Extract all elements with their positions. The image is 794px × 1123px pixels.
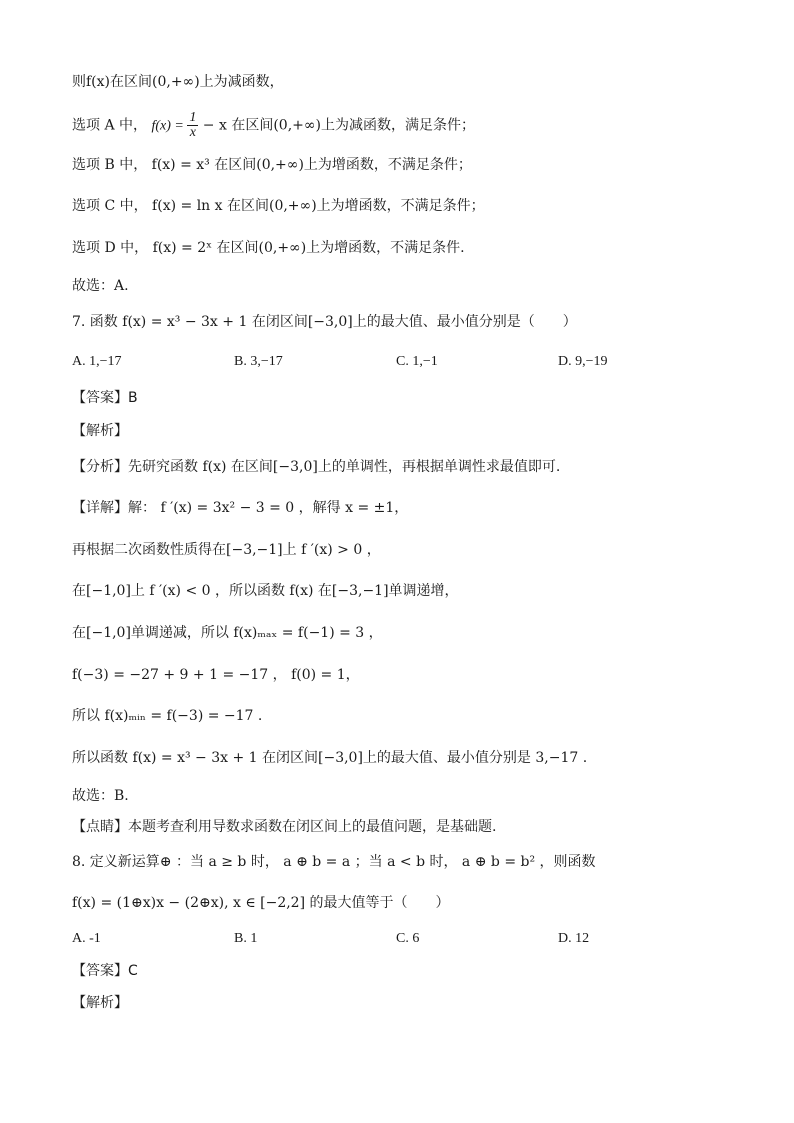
q7-step: 所以函数 f(x) = x³ − 3x + 1 在闭区间[−3,0]上的最大值、最小值分别是 3,−17 . — [72, 750, 588, 766]
q8-option-d: D. 12 — [558, 931, 590, 946]
fraction — [187, 111, 198, 140]
text-line: 选项 D 中， f(x) = 2ˣ 在区间(0,+∞)上为增函数，不满足条件. — [72, 240, 465, 256]
text-segment: 选项 A 中， — [72, 117, 148, 134]
q8-option-b: B. 1 — [234, 931, 258, 946]
q7-step: 在[−1,0]单调递减，所以 f(x)ₘₐₓ = f(−1) = 3 ， — [72, 625, 383, 641]
q7-step: 在[−1,0]上 f ′(x) < 0 ，所以函数 f(x) 在[−3,−1]单调递增， — [72, 583, 459, 599]
q8-option-a: A. -1 — [72, 931, 101, 946]
q7-option-c: C. 1,−1 — [396, 354, 438, 369]
fraction-denominator: x — [189, 125, 196, 140]
q7-analysis-heading: 【解析】 — [72, 423, 128, 439]
q7-step: 所以 f(x)ₘᵢₙ = f(−3) = −17 . — [72, 708, 263, 724]
question-8-stem: 8. 定义新运算⊕ ：当 a ≥ b 时， a ⊕ b = a ；当 a < b 时， a ⊕ b = b² ，则函数 — [72, 854, 596, 870]
q7-detail: 【详解】解： f ′(x) = 3x² − 3 = 0 ，解得 x = ±1， — [72, 500, 409, 516]
question-8-stem-cont: f(x) = (1⊕x)x − (2⊕x), x ∈ [−2,2] 的最大值等于（ ） — [72, 895, 450, 911]
math-segment: f(x) = — [151, 118, 188, 134]
q8-analysis-heading: 【解析】 — [72, 995, 128, 1011]
text-line: 选项 C 中， f(x) = ln x 在区间(0,+∞)上为增函数，不满足条件； — [72, 198, 485, 214]
text-line: 选项 B 中， f(x) = x³ 在区间(0,+∞)上为增函数，不满足条件； — [72, 157, 472, 173]
q7-option-b: B. 3,−17 — [234, 354, 283, 369]
question-7-stem: 7. 函数 f(x) = x³ − 3x + 1 在闭区间[−3,0]上的最大值、最小值分别是（ ） — [72, 314, 577, 330]
q7-step: f(−3) = −27 + 9 + 1 = −17 ， f(0) = 1， — [72, 667, 360, 683]
q7-step: 故选：B. — [72, 788, 129, 804]
q7-option-d: D. 9,−19 — [558, 354, 608, 369]
q7-analysis: 【分析】先研究函数 f(x) 在区间[−3,0]上的单调性，再根据单调性求最值即可. — [72, 459, 561, 475]
option-a-explanation — [72, 111, 475, 140]
text-line: 则f(x)在区间(0,+∞)上为减函数， — [72, 74, 284, 90]
q7-option-a: A. 1,−17 — [72, 354, 122, 369]
q8-answer: 【答案】C — [72, 963, 138, 979]
q8-option-c: C. 6 — [396, 931, 420, 946]
q7-commentary: 【点睛】本题考查利用导数求函数在闭区间上的最值问题，是基础题. — [72, 819, 497, 835]
text-segment: − x 在区间(0,+∞)上为减函数，满足条件； — [202, 117, 475, 134]
q7-step: 再根据二次函数性质得在[−3,−1]上 f ′(x) > 0 ， — [72, 542, 381, 558]
fraction-numerator: 1 — [189, 110, 197, 125]
text-line: 故选：A. — [72, 278, 129, 294]
q7-answer: 【答案】B — [72, 390, 138, 406]
